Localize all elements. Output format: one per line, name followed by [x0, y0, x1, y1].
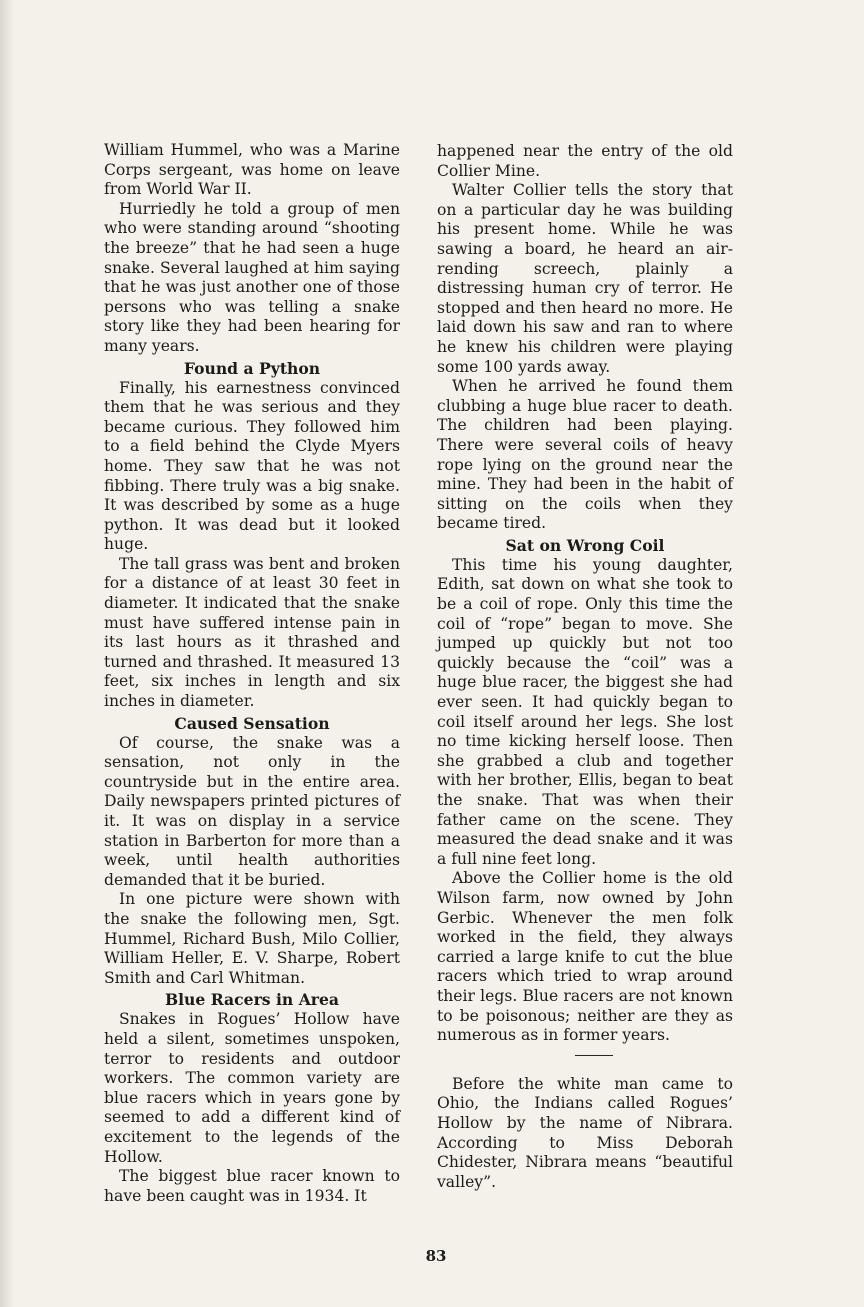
paragraph: Above the Collier home is the old Wilson farm, now owned by John Gerbic. Whenever the men folk worked in the field, they always carried a large knife to cut the blue racers which tried to wrap around their legs. Blue racers are not known to be poisonous; neither are they as numerous as in former years. [437, 869, 733, 1045]
paragraph: This time his young daughter, Edith, sat down on what she took to be a coil of rope. Only this time the coil of “rope” began to move. She jumped up quickly but not too quickly because the “coil” was a huge blue racer, the biggest she had ever seen. It had quickly began to coil itself around her legs. She lost no time kicking herself loose. Then she grabbed a club and together with her brother, Ellis, began to beat the snake. That was when their father came on the scene. They measured the dead snake and it was a full nine feet long. [437, 555, 733, 868]
paragraph: happened near the entry of the old Collier Mine. [437, 142, 733, 180]
right-column [437, 142, 733, 1192]
section-heading-caused-sensation: Caused Sensation [174, 713, 330, 733]
paragraph: Walter Collier tells the story that on a particular day he was building his present home. While he was sawing a board, he heard an air-rending screech, plainly a distressing human cry of terror. He stopped and then heard no more. He laid down his saw and ran to where he knew his children were playing some 100 yards away. [437, 181, 733, 376]
left-column [104, 141, 400, 1206]
paragraph: Finally, his earnestness convinced them that he was serious and they became curious. They followed him to a field behind the Clyde Myers home. They saw that he was not fibbing. There truly was a big snake. It was described by some as a huge python. It was dead but it looked huge. [104, 378, 400, 554]
paragraph: William Hummel, who was a Marine Corps sergeant, was home on leave from World War II. [104, 141, 400, 199]
page-binding-edge [0, 0, 14, 1307]
paragraph: Snakes in Rogues’ Hollow have held a silent, sometimes unspoken, terror to residents and outdoor workers. The common variety are blue racers which in years gone by seemed to add a different kind of excitement to the legends of the Hollow. [104, 1010, 400, 1166]
section-heading-sat-on-wrong-coil: Sat on Wrong Coil [505, 535, 665, 555]
section-heading-blue-racers: Blue Racers in Area [164, 990, 340, 1010]
paragraph: In one picture were shown with the snake the following men, Sgt. Hummel, Richard Bush, Milo Collier, William Heller, E. V. Sharpe, Robert Smith and Carl Whitman. [104, 890, 400, 987]
paragraph: Before the white man came to Ohio, the Indians called Rogues’ Hollow by the name of Nibrara. According to Miss Deborah Chidester, Nibrara means “beautiful valley”. [437, 1074, 733, 1191]
paragraph: The biggest blue racer known to have been caught was in 1934. It [104, 1167, 400, 1205]
section-heading-found-a-python: Found a Python [183, 358, 321, 378]
paragraph: Of course, the snake was a sensation, not only in the countryside but in the entire area. Daily newspapers printed pictures of it. It was on display in a service station in Barberton for more than a week, until health authorities demanded that it be buried. [104, 733, 400, 889]
paragraph: When he arrived he found them clubbing a huge blue racer to death. The children had been playing. There were several coils of heavy rope lying on the ground near the mine. They had been in the habit of sitting on the coils when they became tired. [437, 377, 733, 533]
page-number: 83 [425, 1247, 447, 1265]
paragraph: The tall grass was bent and broken for a distance of at least 30 feet in diameter. It indicated that the snake must have suffered intense pain in its last hours as it thrashed and turned and thrashed. It measured 13 feet, six inches in length and six inches in diameter. [104, 554, 400, 711]
section-divider [575, 1055, 613, 1056]
paragraph: Hurriedly he told a group of men who were standing around “shooting the breeze” that he had seen a huge snake. Several laughed at him saying that he was just another one of those persons who was telling a snake story like they had been hearing for many years. [104, 199, 400, 355]
